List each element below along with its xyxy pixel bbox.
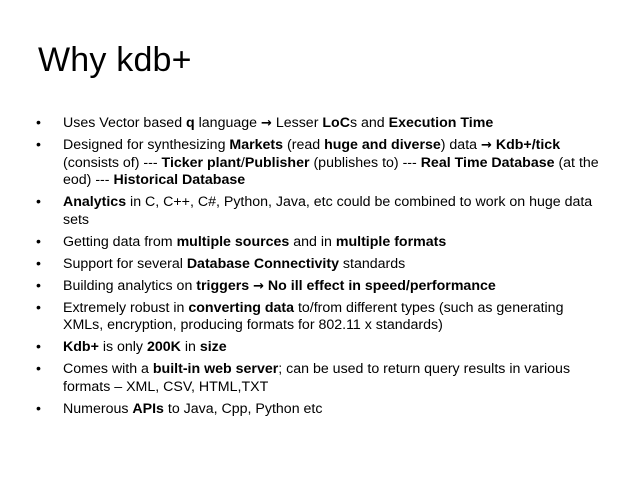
body-text: to Java, Cpp, Python etc bbox=[163, 400, 323, 417]
bold-text: Publisher bbox=[244, 154, 310, 171]
bullet-item bbox=[36, 194, 606, 229]
bold-text: q bbox=[186, 115, 195, 131]
arrow-icon: → bbox=[260, 116, 272, 131]
bullet-item bbox=[36, 137, 606, 190]
bold-text: APIs bbox=[132, 400, 164, 417]
bullet-item bbox=[36, 256, 606, 274]
bullet-dot: • bbox=[36, 361, 41, 378]
body-text: (consists of) --- bbox=[63, 154, 162, 171]
body-text: Numerous bbox=[63, 400, 133, 417]
bold-text: Historical Database bbox=[113, 172, 246, 189]
bold-text: converting data bbox=[188, 299, 295, 316]
body-text: (read bbox=[283, 136, 325, 153]
body-text: to/from different types (such as generating XMLs, encryption, producing formats for 802.11 x standards) bbox=[63, 299, 564, 334]
bold-text: size bbox=[199, 339, 227, 356]
body-text: Comes with a bbox=[63, 361, 153, 378]
bold-text: Database Connectivity bbox=[186, 255, 339, 272]
body-text: ) data bbox=[440, 136, 481, 153]
bullet-dot: • bbox=[36, 115, 41, 131]
bold-text: LoC bbox=[322, 115, 350, 131]
arrow-icon: → bbox=[480, 137, 492, 153]
bold-text: Analytics bbox=[63, 194, 127, 211]
body-text: ; can be used to return query results in various formats – XML, CSV, HTML,TXT bbox=[63, 361, 571, 395]
bullet-dot: • bbox=[36, 400, 41, 417]
bullet-dot: • bbox=[36, 194, 41, 211]
bullet-list bbox=[36, 115, 606, 423]
bullet-dot: • bbox=[36, 136, 41, 153]
bullet-item bbox=[36, 339, 606, 357]
bullet-dot: • bbox=[36, 255, 41, 272]
bold-text: Real Time Database bbox=[420, 154, 555, 171]
body-text: Getting data from bbox=[63, 233, 177, 250]
body-text: Designed for synthesizing bbox=[63, 136, 230, 153]
bold-text: built-in web server bbox=[152, 361, 279, 378]
bold-text: No ill effect in speed/performance bbox=[263, 277, 496, 294]
bullet-item bbox=[36, 234, 606, 252]
body-text: is only bbox=[98, 339, 147, 356]
bold-text: Kdb+ bbox=[63, 339, 99, 356]
bullet-dot: • bbox=[36, 277, 41, 294]
bullet-item bbox=[36, 278, 606, 296]
bold-text: Markets bbox=[229, 136, 284, 153]
body-text: Building analytics on bbox=[63, 277, 197, 294]
bullet-dot: • bbox=[36, 299, 41, 316]
bold-text: 200K bbox=[146, 339, 181, 356]
bullet-item bbox=[36, 401, 606, 419]
body-text: in bbox=[180, 339, 200, 356]
bullet-dot: • bbox=[36, 233, 41, 250]
bold-text: triggers bbox=[196, 277, 250, 294]
bullet-item bbox=[36, 300, 606, 335]
body-text: Support for several bbox=[63, 255, 187, 272]
body-text: Extremely robust in bbox=[63, 299, 189, 316]
body-text: Uses Vector based bbox=[63, 115, 187, 131]
body-text: language bbox=[194, 115, 261, 131]
body-text: / bbox=[240, 154, 245, 171]
bold-text: multiple formats bbox=[335, 233, 447, 250]
bold-text: huge and diverse bbox=[324, 136, 441, 153]
bold-text: Execution Time bbox=[388, 115, 494, 131]
bullet-item bbox=[36, 361, 606, 396]
body-text: (publishes to) --- bbox=[309, 154, 421, 171]
body-text: Lesser bbox=[271, 115, 323, 131]
body-text: s and bbox=[349, 115, 389, 131]
body-text: in C, C++, C#, Python, Java, etc could be combined to work on huge data sets bbox=[63, 194, 593, 228]
bold-text: Kdb+/tick bbox=[491, 136, 561, 153]
body-text: (at the eod) --- bbox=[63, 154, 599, 189]
body-text: standards bbox=[338, 255, 406, 272]
body-text: and in bbox=[289, 233, 336, 250]
slide-title: Why kdb+ bbox=[38, 41, 192, 79]
bullet-dot: • bbox=[36, 339, 41, 356]
bold-text: multiple sources bbox=[176, 233, 290, 250]
bold-text: Ticker plant bbox=[161, 154, 241, 171]
bullet-item bbox=[36, 115, 606, 133]
arrow-icon: → bbox=[253, 278, 264, 294]
